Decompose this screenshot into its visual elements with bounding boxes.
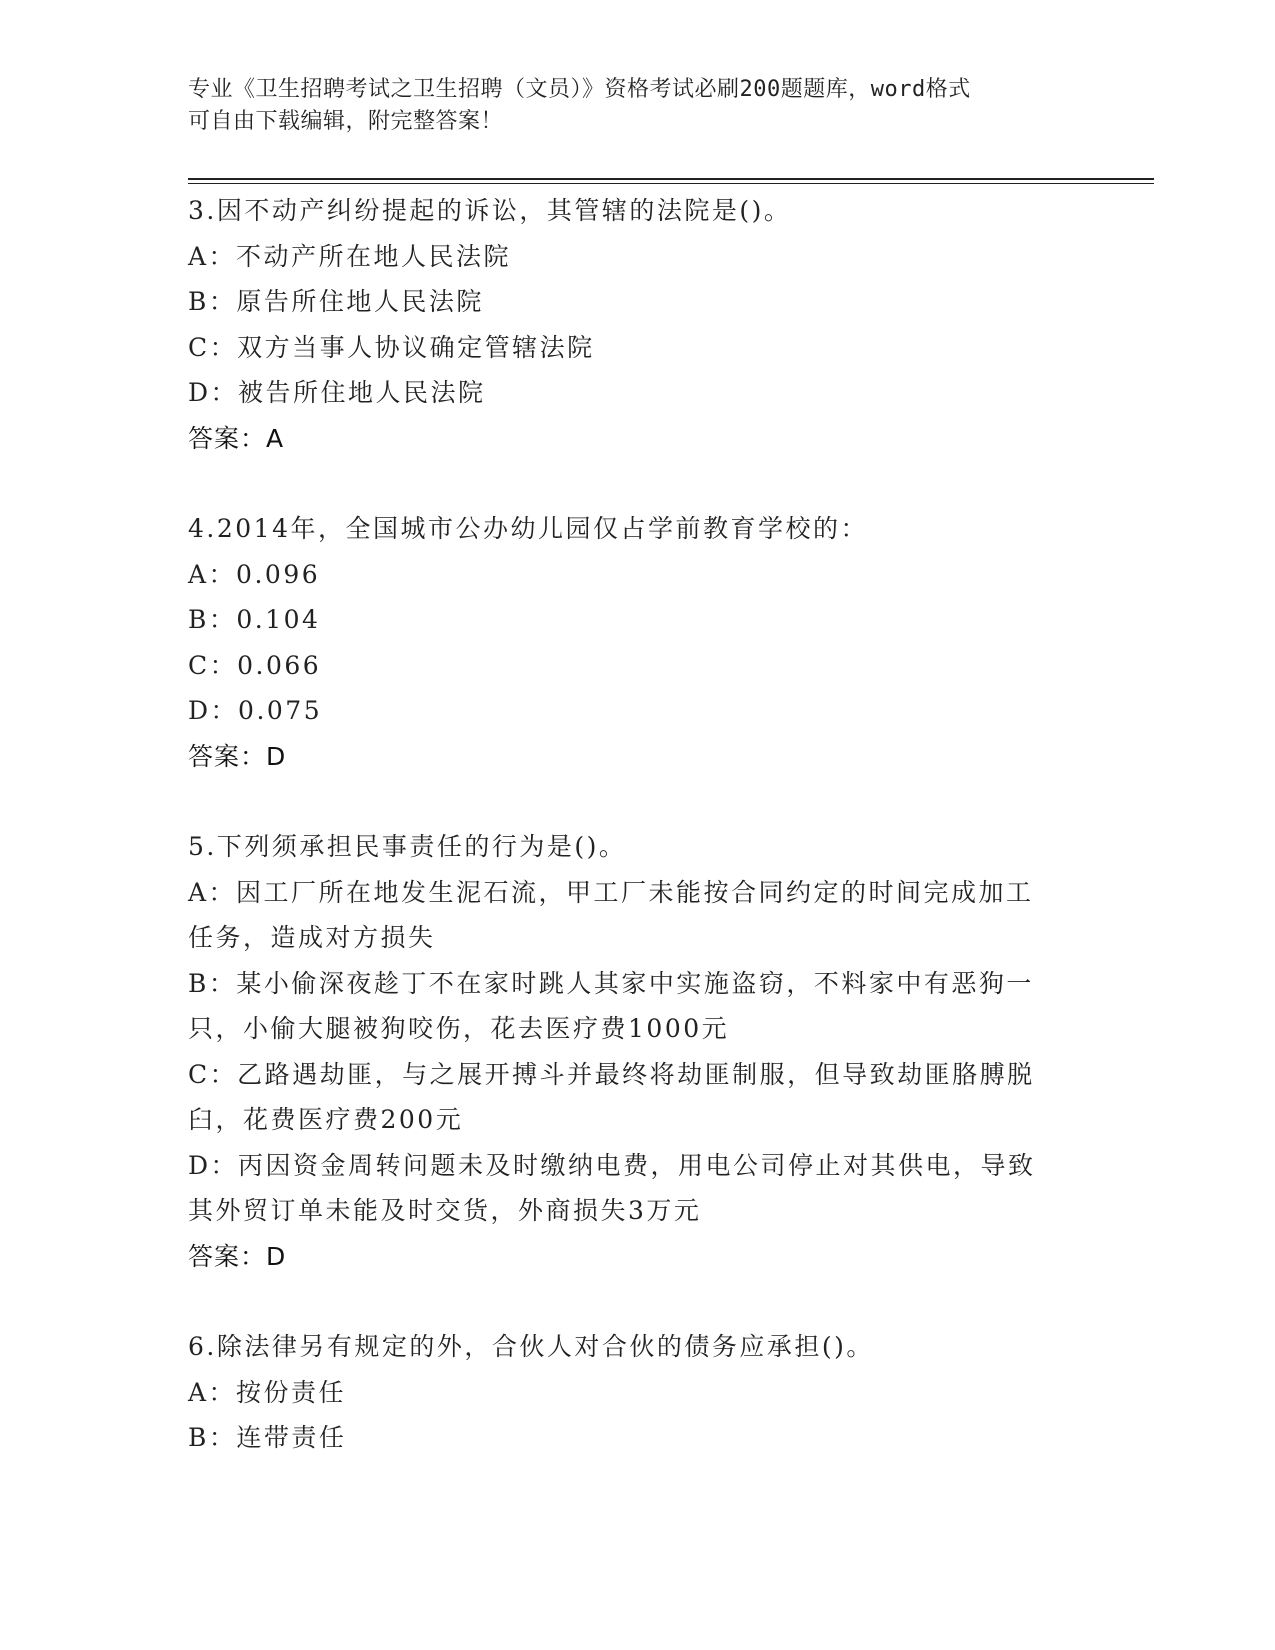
answer-label: 答案：D — [188, 1241, 287, 1271]
document-header — [188, 74, 1088, 138]
option-line: 只，小偷大腿被狗咬伤，花去医疗费1000元 — [188, 1014, 730, 1043]
header-line-2: 可自由下载编辑，附完整答案！ — [188, 109, 504, 134]
option-line: C：0.066 — [188, 650, 322, 680]
option-line: A：不动产所在地人民法院 — [188, 241, 512, 271]
option-line: D：被告所住地人民法院 — [188, 378, 486, 407]
option-line: C：双方当事人协议确定管辖法院 — [188, 332, 595, 362]
option-line: A：因工厂所在地发生泥石流，甲工厂未能按合同约定的时间完成加工 — [188, 877, 1034, 907]
option-line: 任务，造成对方损失 — [188, 923, 436, 952]
header-line-1: 专业《卫生招聘考试之卫生招聘（文员）》资格考试必刷200题题库，word格式 — [188, 77, 971, 102]
question-stem: 3.因不动产纠纷提起的诉讼，其管辖的法院是()。 — [188, 196, 792, 225]
question-block — [188, 1324, 1088, 1461]
option-line: 臼，花费医疗费200元 — [188, 1105, 464, 1134]
question-stem: 6.除法律另有规定的外，合伙人对合伙的债务应承担()。 — [188, 1332, 874, 1361]
question-stem: 5.下列须承担民事责任的行为是()。 — [188, 832, 627, 861]
question-block — [188, 824, 1088, 1279]
question-block — [188, 188, 1088, 461]
question-list — [188, 188, 1088, 1461]
option-line: A：按份责任 — [188, 1377, 347, 1407]
option-line: D：0.075 — [188, 696, 323, 725]
option-line: B：原告所住地人民法院 — [188, 287, 484, 316]
question-stem: 4.2014年，全国城市公办幼儿园仅占学前教育学校的： — [188, 514, 868, 543]
option-line: A：0.096 — [188, 559, 321, 589]
option-line: B：某小偷深夜趁丁不在家时跳人其家中实施盗窃，不料家中有恶狗一 — [188, 968, 1034, 998]
option-line: D：丙因资金周转问题未及时缴纳电费，用电公司停止对其供电，导致 — [188, 1150, 1036, 1180]
header-divider-thin — [188, 183, 1154, 184]
answer-label: 答案：D — [188, 741, 287, 771]
header-divider-thick — [188, 178, 1154, 180]
option-line: B：连带责任 — [188, 1423, 347, 1452]
answer-label: 答案：A — [188, 423, 285, 453]
question-block — [188, 506, 1088, 779]
option-line: C：乙路遇劫匪，与之展开搏斗并最终将劫匪制服，但导致劫匪胳膊脱 — [188, 1059, 1035, 1089]
option-line: 其外贸订单未能及时交货，外商损失3万元 — [188, 1196, 702, 1225]
option-line: B：0.104 — [188, 605, 321, 634]
